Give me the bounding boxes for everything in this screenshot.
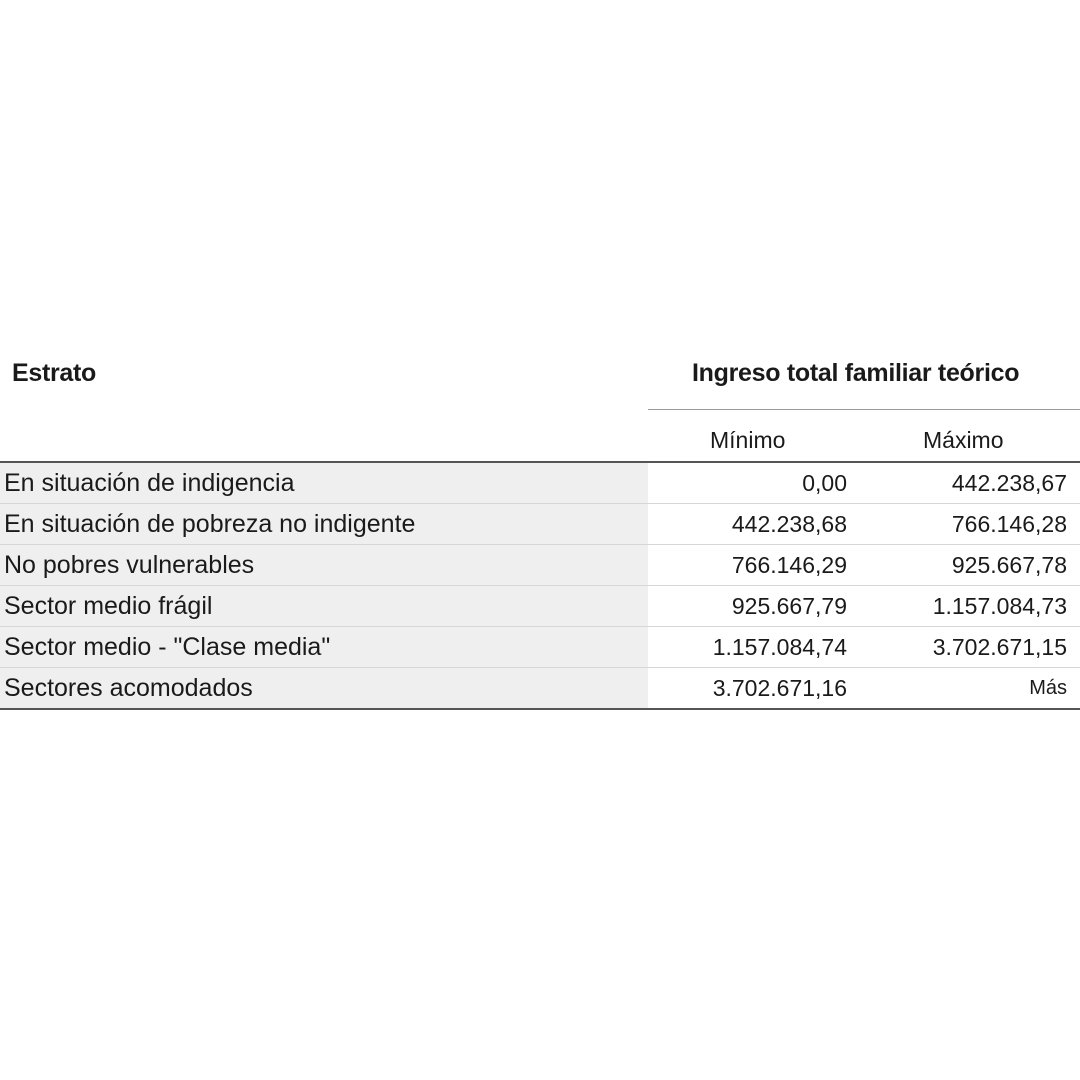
cell-maximo: 442.238,67 [951, 470, 1067, 496]
table-row [0, 463, 1080, 504]
row-label: Sector medio - "Clase media" [0, 627, 648, 667]
cell-maximo: Más [1029, 677, 1067, 699]
table-row [0, 545, 1080, 586]
cell-minimo: 1.157.084,74 [712, 634, 847, 660]
column-header-estrato: Estrato [12, 359, 97, 387]
cell-maximo: 3.702.671,15 [932, 634, 1067, 660]
cell-minimo: 925.667,79 [731, 593, 847, 619]
column-header-maximo: Máximo [923, 427, 1004, 453]
cell-maximo: 766.146,28 [951, 511, 1067, 537]
table-row [0, 586, 1080, 627]
cell-maximo: 1.157.084,73 [932, 593, 1067, 619]
row-label: Sector medio frágil [0, 586, 648, 626]
column-group-header-ingreso: Ingreso total familiar teórico [692, 359, 1020, 387]
table-body [0, 463, 1080, 710]
table-row [0, 627, 1080, 668]
table-row [0, 504, 1080, 545]
column-header-minimo: Mínimo [710, 427, 786, 453]
row-label: No pobres vulnerables [0, 545, 648, 585]
row-label: En situación de indigencia [0, 463, 648, 503]
row-label: Sectores acomodados [0, 668, 648, 708]
cell-minimo: 3.702.671,16 [712, 675, 847, 701]
cell-minimo: 0,00 [802, 470, 847, 496]
cell-minimo: 442.238,68 [731, 511, 847, 537]
table-row [0, 668, 1080, 710]
cell-minimo: 766.146,29 [731, 552, 847, 578]
group-header-divider [648, 409, 1080, 410]
row-label: En situación de pobreza no indigente [0, 504, 648, 544]
cell-maximo: 925.667,78 [951, 552, 1067, 578]
